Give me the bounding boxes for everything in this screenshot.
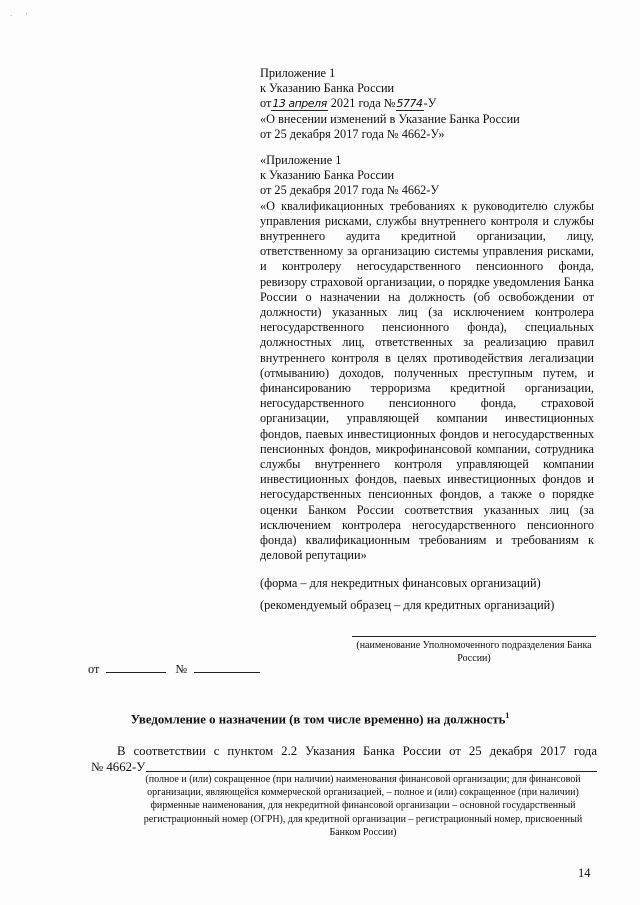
addressee-caption: (наименование Уполномоченного подразделения Банка России) — [356, 640, 592, 664]
notice-title-text: Уведомление о назначении (в том числе временно) на должность — [130, 712, 506, 727]
ot-label: от — [88, 662, 100, 676]
organization-blank-line — [146, 771, 597, 772]
scan-specks: · ' — [10, 12, 34, 20]
notice-title — [0, 711, 640, 727]
appendix-line-2: к Указанию Банка России — [260, 81, 395, 96]
page-number: 14 — [578, 866, 591, 880]
addressee-blank-line — [352, 636, 596, 637]
organization-caption: (полное и (или) сокращенное (при наличии) наименования финансовой организации; для финансовой организации, являющейся коммерческой организацией, – полное и (или) сокращенное (при наличии) фирменные наименования, для некредитной финансовой организации – основной государственный регистрационный номер (ОГРН), для кредитной организации – регистрационный номер, присвоенный Банком России) — [143, 774, 583, 838]
number-blank — [194, 661, 260, 673]
appendix-line-1: Приложение 1 — [260, 66, 336, 80]
date-number-row — [88, 661, 260, 677]
number-suffix: -У — [423, 96, 437, 111]
year-text: 2021 года № — [330, 96, 396, 111]
sample-note: (рекомендуемый образец – для кредитных организаций) — [260, 598, 555, 612]
quoted-appendix-line-1: «Приложение 1 — [260, 153, 342, 168]
handwritten-number: 5774 — [396, 97, 423, 111]
quoted-appendix-line-2: к Указанию Банка России — [260, 168, 395, 183]
handwritten-date: 13 апреля — [272, 97, 327, 111]
paragraph-line-2: № 4662-У — [91, 760, 146, 774]
quoted-appendix-line-3: от 25 декабря 2017 года № 4662-У — [260, 183, 440, 198]
form-note: (форма – для некредитных финансовых организаций) — [260, 576, 541, 590]
quoted-appendix-title: «О квалификационных требованиях к руководителю службы управления рисками, службы внутреннего контроля и службы внутреннего аудита кредитной организации, лицу, ответственному за организацию системы управления рисками, и контролеру негосударственного пенсионного фонда, ревизору страховой организации, о порядке уведомления Банка России о назначении на должность (об освобождении от должности) указанных лиц (за исключением контролера негосударственного пенсионного фонда), специальных должностных лиц, ответственных за реализацию правил внутреннего контроля в целях противодействия легализации (отмыванию) доходов, полученных преступным путем, и финансированию терроризма кредитной организации, негосударственного пенсионного фонда, страховой организации, управляющей компании инвестиционных фондов, паевых инвестиционных фондов и негосударственных пенсионных фондов, микрофинансовой компании, сотрудника службы внутреннего контроля управляющей компании инвестиционных фондов, паевых инвестиционных фондов и негосударственных пенсионных фондов, а также о порядке оценки Банком России соответствия указанных лиц (за исключением контролера негосударственного пенсионного фонда) квалификационным требованиям и требованиям к деловой репутации» — [260, 198, 594, 563]
date-prefix: от — [260, 96, 272, 111]
appendix-line-4: «О внесении изменений в Указание Банка России — [260, 111, 520, 126]
appendix-date-line — [260, 96, 594, 111]
number-label: № — [175, 662, 188, 676]
appendix-line-5: от 25 декабря 2017 года № 4662-У» — [260, 126, 445, 141]
paragraph-line-1: В соответствии с пунктом 2.2 Указания Банка России от 25 декабря 2017 года — [117, 744, 597, 758]
appendix-header — [260, 66, 594, 564]
date-blank — [106, 661, 166, 673]
footnote-marker: 1 — [505, 711, 510, 720]
